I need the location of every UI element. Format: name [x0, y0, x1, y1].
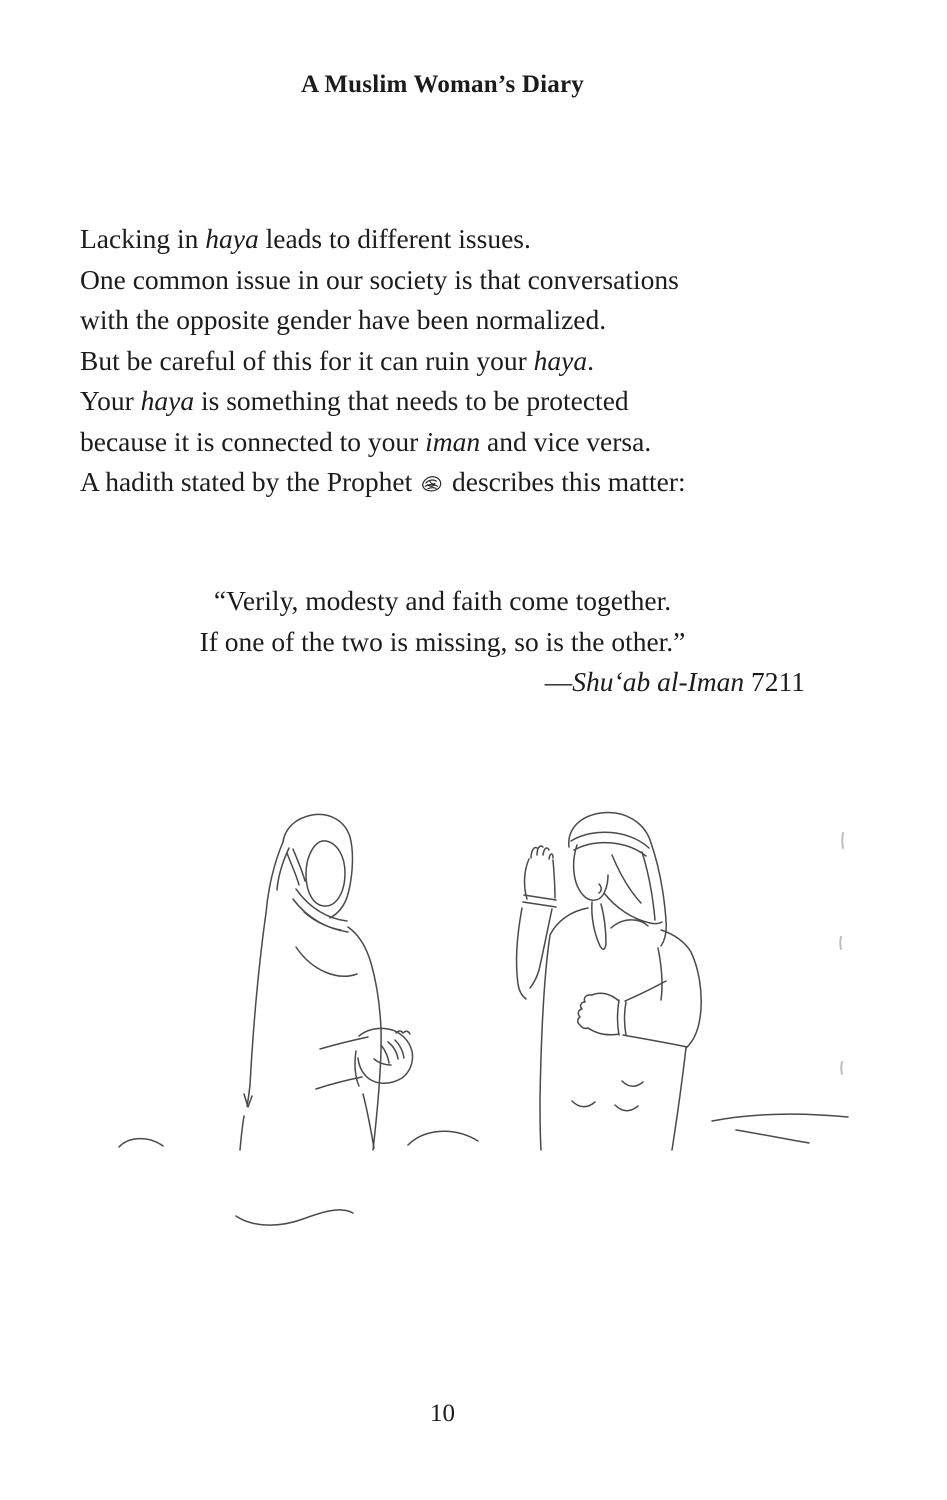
body-line	[80, 381, 870, 422]
text-segment: is something that needs to be protected	[194, 385, 629, 416]
page-number: 10	[430, 1400, 455, 1427]
text-segment: describes this matter:	[452, 466, 686, 497]
text-segment: and vice versa.	[480, 425, 652, 457]
text-segment: 7211	[744, 666, 805, 697]
text-segment: Lacking in	[80, 223, 206, 254]
ground-lines	[119, 1114, 848, 1225]
text-segment: leads to different issues.	[258, 223, 531, 254]
text-segment: —	[544, 666, 573, 697]
italic-term: Shu‘ab al-Iman	[572, 666, 745, 697]
quote-line: “Verily, modesty and faith come together.	[213, 585, 672, 616]
italic-term: haya	[533, 344, 588, 376]
quote-line: If one of the two is missing, so is the other.”	[199, 625, 686, 657]
illustration-two-figures	[90, 780, 860, 1260]
body-line	[80, 260, 870, 301]
italic-term: iman	[425, 425, 481, 457]
text-segment: .	[587, 344, 594, 376]
hadith-quote	[80, 581, 805, 703]
body-line	[80, 341, 870, 382]
text-segment: with the opposite gender have been normalized.	[80, 304, 607, 335]
body-line	[80, 219, 870, 260]
text-segment: because it is connected to your	[80, 425, 426, 457]
man-figure	[517, 813, 702, 1150]
page-header-title: A Muslim Woman’s Diary	[301, 71, 584, 98]
text-segment: Your	[80, 385, 141, 416]
quote-attribution	[80, 662, 805, 703]
body-line	[80, 422, 870, 463]
body-line	[80, 300, 870, 341]
body-paragraph	[80, 219, 870, 503]
scan-edge-artifacts	[840, 833, 843, 1074]
woman-figure	[240, 814, 413, 1150]
text-segment: But be careful of this for it can ruin your	[80, 344, 534, 376]
body-line	[80, 462, 870, 503]
italic-term: haya	[140, 385, 195, 416]
text-segment: A hadith stated by the Prophet	[80, 466, 420, 497]
italic-term: haya	[205, 223, 259, 254]
text-segment: One common issue in our society is that conversations	[80, 263, 679, 295]
prophet-honorific-icon	[420, 465, 444, 486]
